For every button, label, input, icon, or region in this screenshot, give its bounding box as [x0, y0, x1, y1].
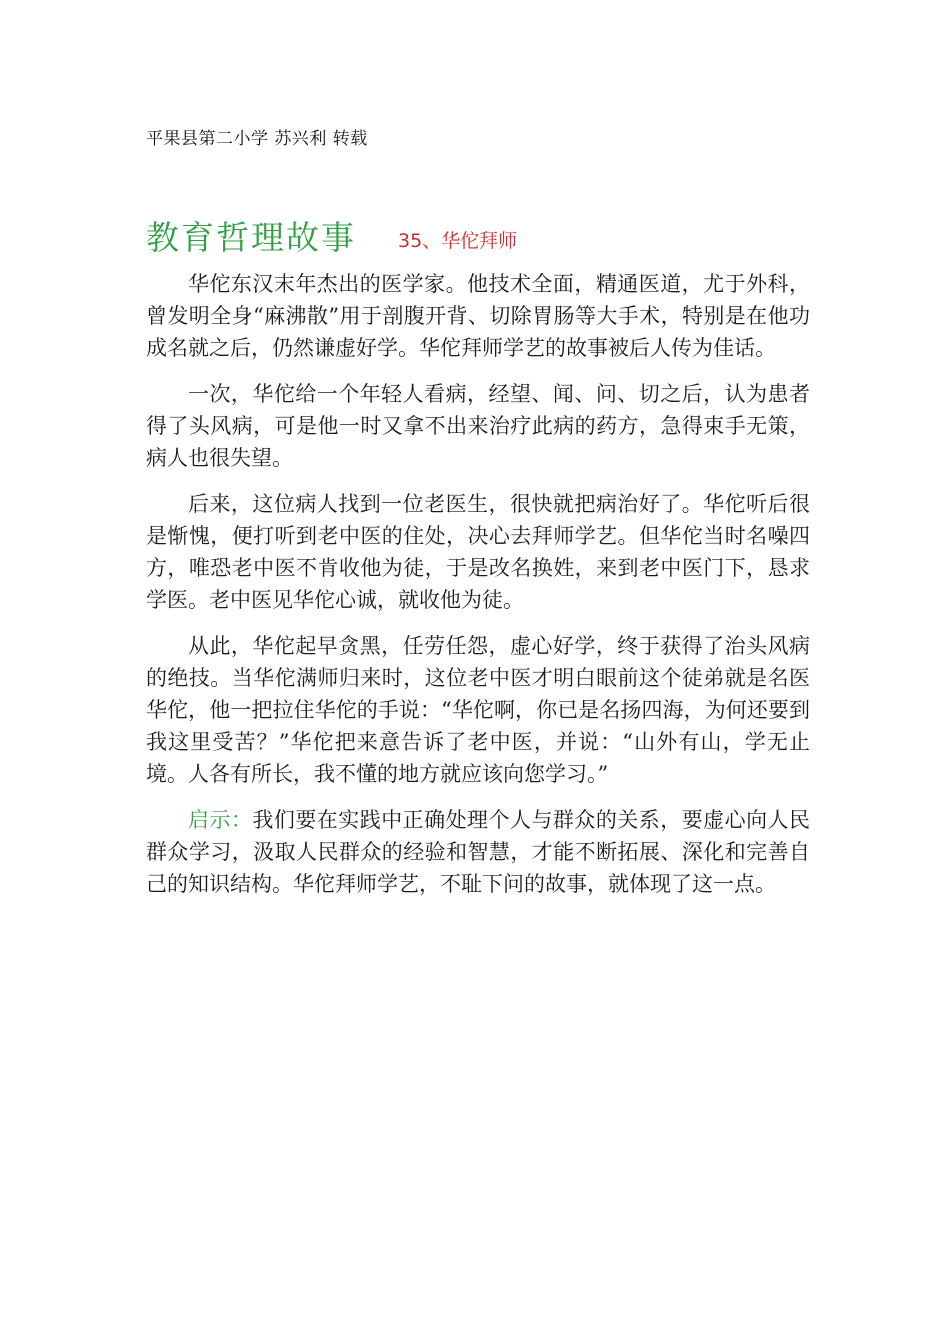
- story-title: 35、华佗拜师: [398, 230, 518, 252]
- moral-paragraph: [146, 804, 810, 900]
- moral-text: 我们要在实践中正确处理个人与群众的关系，要虚心向人民群众学习，汲取人民群众的经验和智慧，才能不断拓展、深化和完善自己的知识结构。华佗拜师学艺，不耻下问的故事，就体现了这一点。: [146, 808, 811, 896]
- title-row: [146, 212, 826, 262]
- attribution-line: 平果县第二小学 苏兴利 转载: [146, 129, 368, 149]
- paragraph-1: 华佗东汉末年杰出的医学家。他技术全面，精通医道，尤于外科，曾发明全身“麻沸散”用于剖腹开背、切除胃肠等大手术，特别是在他功成名就之后，仍然谦虚好学。华佗拜师学艺的故事被后人传为佳话。: [146, 272, 810, 360]
- moral-label: 启示：: [188, 808, 253, 832]
- paragraph-2: 一次，华佗给一个年轻人看病，经望、闻、问、切之后，认为患者得了头风病，可是他一时又拿不出来治疗此病的药方，急得束手无策，病人也很失望。: [146, 382, 810, 470]
- paragraph-3: 后来，这位病人找到一位老医生，很快就把病治好了。华佗听后很是惭愧，便打听到老中医的住处，决心去拜师学艺。但华佗当时名噪四方，唯恐老中医不肯收他为徒，于是改名换姓，来到老中医门下，恳求学医。老中医见华佗心诚，就收他为徒。: [146, 492, 810, 612]
- story-body: [146, 268, 810, 914]
- paragraph-4: 从此，华佗起早贪黑，任劳任怨，虚心好学，终于获得了治头风病的绝技。当华佗满师归来时，这位老中医才明白眼前这个徒弟就是名医华佗，他一把拉住华佗的手说：“华佗啊，你已是名扬四海，为何还要到我这里受苦？”华佗把来意告诉了老中医，并说：“山外有山，学无止境。人各有所长，我不懂的地方就应该向您学习。”: [146, 634, 810, 786]
- page-title: 教育哲理故事: [146, 218, 356, 257]
